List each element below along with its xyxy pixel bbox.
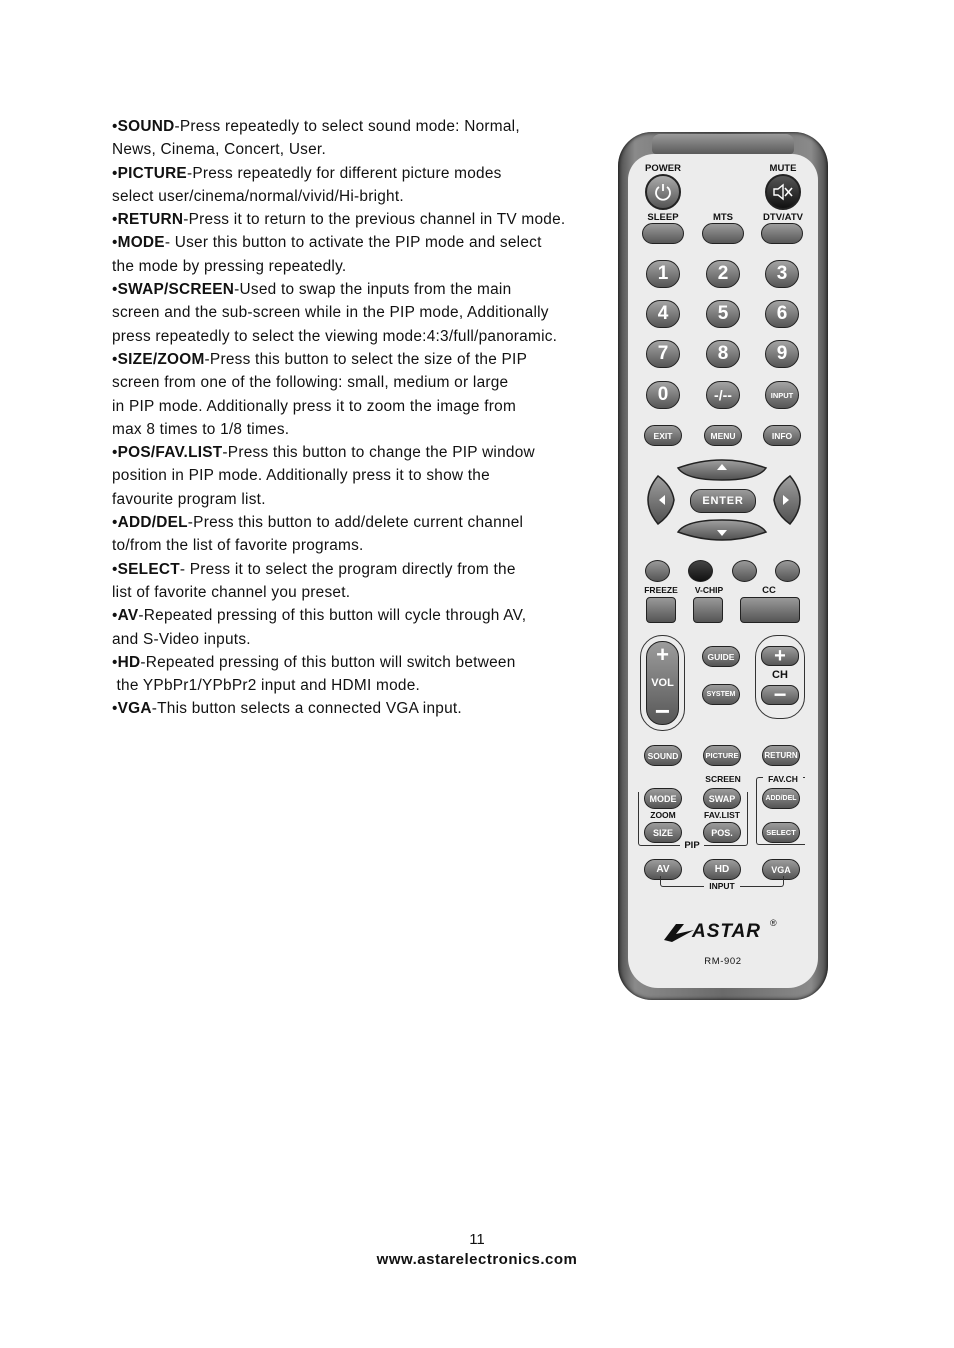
digit-0-button: 0 <box>646 381 680 409</box>
screen-label: SCREEN <box>705 774 741 784</box>
description-item: •ADD/DEL-Press this button to add/delete current channel to/from the list of favorite programs. <box>112 514 524 555</box>
button-description-list <box>112 115 612 721</box>
website-url: www.astarelectronics.com <box>376 1251 578 1268</box>
freeze-label: FREEZE <box>644 585 678 595</box>
description-item: •POS/FAV.LIST-Press this button to change the PIP window position in PIP mode. Additionally press it to show the favourite program list. <box>112 444 535 508</box>
ch-down-button: − <box>761 685 799 705</box>
model-number: RM-902 <box>704 956 742 967</box>
button-term: SWAP/SCREEN <box>117 281 235 299</box>
button-term: RETURN <box>117 211 184 229</box>
vol-minus-icon: − <box>654 696 671 726</box>
color-button-3 <box>732 560 757 582</box>
digit-3-button: 3 <box>765 260 799 288</box>
hd-button: HD <box>703 859 741 880</box>
mts-label: MTS <box>712 212 734 223</box>
digit-8-button: 8 <box>706 340 740 368</box>
zoom-label: ZOOM <box>650 810 676 820</box>
vol-rocker <box>646 641 679 725</box>
astar-star-icon <box>662 922 696 944</box>
digit-5-button: 5 <box>706 300 740 328</box>
power-button <box>645 174 681 210</box>
button-term: MODE <box>117 234 165 252</box>
button-explanation: -Press this button to select the size of the PIP screen from one of the following: small, medium or large in PIP mode. Additionally press it to zoom the image from max 8 times to 1/8 times. <box>112 350 528 438</box>
description-item: •RETURN-Press it to return to the previous channel in TV mode. <box>112 211 566 229</box>
button-term: VGA <box>117 700 152 718</box>
mts-button <box>702 223 744 244</box>
button-explanation: -Used to swap the inputs from the main screen and the sub-screen while in the PIP mode, Additionally press repeatedly to select the viewing mode:4:3/full/panoramic. <box>112 281 558 345</box>
system-button: SYSTEM <box>702 684 740 705</box>
mute-label: MUTE <box>769 163 797 174</box>
button-term: SELECT <box>117 560 180 578</box>
digit-4-button: 4 <box>646 300 680 328</box>
button-term: SOUND <box>117 118 175 135</box>
dash-button: -/-- <box>706 381 740 409</box>
button-explanation: -Press this button to add/delete current channel to/from the list of favorite programs. <box>112 514 524 555</box>
select-button: SELECT <box>762 822 800 843</box>
pos-button: POS. <box>703 822 741 843</box>
mute-icon <box>772 183 794 201</box>
button-term: POS/FAV.LIST <box>117 444 223 462</box>
freeze-button <box>646 597 676 623</box>
color-button-4 <box>775 560 800 582</box>
digit-6-button: 6 <box>765 300 799 328</box>
sound-button: SOUND <box>644 745 682 766</box>
power-icon <box>653 182 673 202</box>
dtv-atv-button <box>761 223 803 244</box>
description-item: •MODE- User this button to activate the PIP mode and select the mode by pressing repeatedly. <box>112 234 542 275</box>
digit-9-button: 9 <box>765 340 799 368</box>
fav-list-label: FAV.LIST <box>704 810 740 820</box>
mute-button <box>765 174 801 210</box>
picture-button: PICTURE <box>703 745 741 766</box>
input-button: INPUT <box>765 381 799 409</box>
button-term: SIZE/ZOOM <box>117 350 205 368</box>
mode-button: MODE <box>644 788 682 809</box>
button-explanation: -Press it to return to the previous channel in TV mode. <box>183 211 566 229</box>
button-explanation: -Press this button to change the PIP window position in PIP mode. Additionally press it to show the favourite program list. <box>112 444 535 508</box>
remote-control-illustration <box>618 132 828 1000</box>
astar-logo <box>662 920 792 946</box>
button-term: PICTURE <box>117 164 187 182</box>
button-term: AV <box>117 607 139 625</box>
button-explanation: -Repeated pressing of this button will switch between the YPbPr1/YPbPr2 input and HDMI mode. <box>112 653 516 695</box>
button-explanation: -Press repeatedly to select sound mode: Normal, News, Cinema, Concert, User. <box>112 118 520 159</box>
button-explanation: -This button selects a connected VGA input. <box>151 700 462 718</box>
sleep-label: SLEEP <box>647 212 679 223</box>
button-explanation: - User this button to activate the PIP mode and select the mode by pressing repeatedly. <box>112 234 542 275</box>
menu-button: MENU <box>704 425 742 446</box>
ch-label: CH <box>772 669 788 681</box>
sleep-button <box>642 223 684 244</box>
button-explanation: -Repeated pressing of this button will cycle through AV, and S-Video inputs. <box>112 607 527 648</box>
v-chip-label: V-CHIP <box>694 585 724 595</box>
power-label: POWER <box>645 163 681 174</box>
description-item: •SOUND-Press repeatedly to select sound mode: Normal, News, Cinema, Concert, User. <box>112 118 520 159</box>
dtv-atv-label: DTV/ATV <box>763 212 803 223</box>
description-item: •SIZE/ZOOM-Press this button to select the size of the PIP screen from one of the following: small, medium or large in PIP mode. Additionally press it to zoom the image from max 8 times to 1/8 times. <box>112 350 528 438</box>
description-item: •HD-Repeated pressing of this button will switch between the YPbPr1/YPbPr2 input and HDMI mode. <box>112 653 516 695</box>
swap-button: SWAP <box>703 788 741 809</box>
v-chip-button <box>693 597 723 623</box>
color-button-2 <box>688 560 713 582</box>
page-number: 11 <box>469 1231 485 1248</box>
description-item: •SELECT- Press it to select the program directly from the list of favorite channel you preset. <box>112 560 516 601</box>
return-button: RETURN <box>762 745 800 766</box>
button-explanation: - Press it to select the program directly from the list of favorite channel you preset. <box>112 560 516 601</box>
color-button-1 <box>645 560 670 582</box>
enter-button: ENTER <box>690 489 756 513</box>
info-button: INFO <box>763 425 801 446</box>
ch-up-button: + <box>761 646 799 666</box>
remote-ir-window <box>652 134 794 154</box>
cc-button <box>740 597 800 623</box>
description-item: •PICTURE-Press repeatedly for different picture modes select user/cinema/normal/vivid/Hi-bright. <box>112 164 502 205</box>
vol-label: VOL <box>651 677 674 689</box>
digit-2-button: 2 <box>706 260 740 288</box>
av-button: AV <box>644 859 682 880</box>
button-term: HD <box>117 653 141 671</box>
add-del-button: ADD/DEL <box>762 788 800 809</box>
description-item: •AV-Repeated pressing of this button will cycle through AV, and S-Video inputs. <box>112 607 527 648</box>
button-explanation: -Press repeatedly for different picture modes select user/cinema/normal/vivid/Hi-bright. <box>112 164 502 205</box>
size-button: SIZE <box>644 822 682 843</box>
digit-7-button: 7 <box>646 340 680 368</box>
registered-mark: ® <box>770 918 777 928</box>
vol-plus-icon: + <box>656 642 669 667</box>
exit-button: EXIT <box>644 425 682 446</box>
description-item: •VGA-This button selects a connected VGA input. <box>112 700 462 718</box>
fav-ch-label: FAV.CH <box>763 774 803 784</box>
digit-1-button: 1 <box>646 260 680 288</box>
brand-name: ASTAR <box>692 921 762 942</box>
description-item: •SWAP/SCREEN-Used to swap the inputs from the main screen and the sub-screen while in the PIP mode, Additionally press repeatedly to select the viewing mode:4:3/full/panoramic. <box>112 281 558 345</box>
button-term: ADD/DEL <box>117 514 188 532</box>
cc-label: CC <box>762 585 776 596</box>
vga-button: VGA <box>762 859 800 880</box>
pip-label: PIP <box>680 840 704 851</box>
guide-button: GUIDE <box>702 646 740 667</box>
input-label: INPUT <box>704 881 740 891</box>
